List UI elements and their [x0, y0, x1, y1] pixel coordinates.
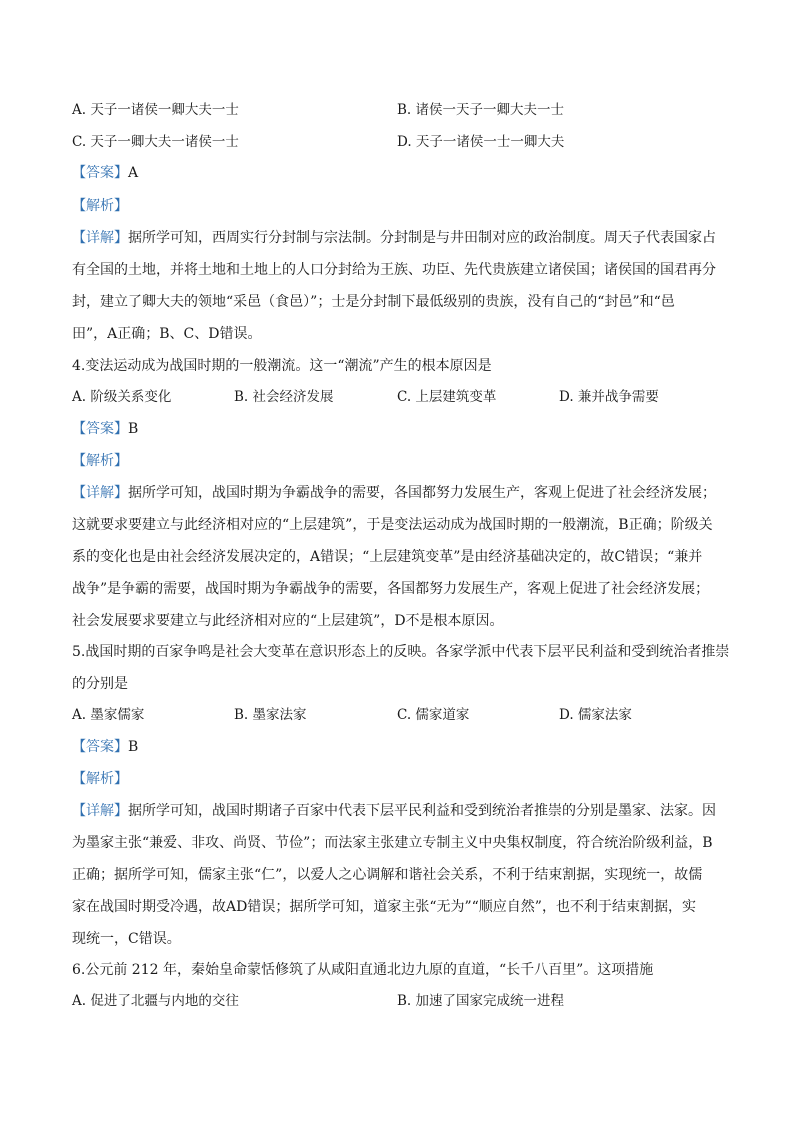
analysis-tag: 【解析】 — [72, 771, 128, 787]
q5-option-a: A. 墨家儒家 — [72, 707, 145, 723]
q4-detail-line-2: 这就要求要建立与此经济相对应的“上层建筑”，于是变法运动成为战国时期的一般潮流，B正确；阶级关 — [72, 517, 713, 533]
q4-analysis — [72, 451, 732, 471]
q4-option-c: C. 上层建筑变革 — [397, 389, 497, 405]
q3-analysis — [72, 196, 732, 216]
q4-detail-line-4: 战争”是争霸的需要，战国时期为争霸战争的需要，各国都努力发展生产，客观上促进了社会经济发展； — [72, 581, 710, 597]
detail-tag: 【详解】 — [72, 803, 128, 819]
q5-stem-line-2: 的分别是 — [72, 676, 128, 692]
detail-text: 据所学可知，战国时期为争霸战争的需要，各国都努力发展生产，客观上促进了社会经济发展； — [128, 485, 716, 501]
q4-stem: 4.变法运动成为战国时期的一般潮流。这一“潮流”产生的根本原因是 — [72, 358, 492, 374]
q3-detail-line-4: 田”，A正确；B、C、D错误。 — [72, 326, 262, 342]
q5-detail-line-2: 为墨家主张“兼爱、非攻、尚贤、节俭”；而法家主张建立专制主义中央集权制度，符合统治阶级利益，B — [72, 835, 713, 851]
q6-stem: 6.公元前 212 年，秦始皇命蒙恬修筑了从咸阳直通北边九原的直道，“长千八百里”。这项措施 — [72, 962, 654, 978]
answer-tag: 【答案】 — [72, 739, 128, 755]
answer-tag: 【答案】 — [72, 165, 128, 181]
q5-analysis — [72, 769, 732, 789]
analysis-tag: 【解析】 — [72, 453, 128, 469]
q6-option-b: B. 加速了国家完成统一进程 — [397, 993, 565, 1009]
detail-tag: 【详解】 — [72, 485, 128, 501]
q5-option-c: C. 儒家道家 — [397, 707, 470, 723]
q3-detail-line-1 — [72, 228, 732, 248]
q4-option-b: B. 社会经济发展 — [234, 389, 334, 405]
q5-stem-line-1: 5.战国时期的百家争鸣是社会大变革在意识形态上的反映。各家学派中代表下层平民利益和受到统治者推崇 — [72, 644, 730, 660]
q4-option-d: D. 兼并战争需要 — [559, 389, 659, 405]
q4-detail-line-3: 系的变化也是由社会经济发展决定的，A错误；“上层建筑变革”是由经济基础决定的，故C错误；“兼并 — [72, 549, 703, 565]
q3-detail-line-3: 封，建立了卿大夫的领地“采邑（食邑）”；士是分封制下最低级别的贵族，没有自己的“封邑”和“邑 — [72, 294, 675, 310]
q5-option-d: D. 儒家法家 — [559, 707, 632, 723]
detail-text: 据所学可知，战国时期诸子百家中代表下层平民利益和受到统治者推崇的分别是墨家、法家。因 — [128, 803, 716, 819]
q3-option-b: B. 诸侯一天子一卿大夫一士 — [397, 102, 565, 118]
q6-option-a: A. 促进了北疆与内地的交往 — [72, 993, 239, 1009]
answer-value: A — [128, 165, 139, 181]
q5-option-b: B. 墨家法家 — [234, 707, 307, 723]
q5-detail-line-5: 现统一，C错误。 — [72, 931, 181, 947]
q3-option-a: A. 天子一诸侯一卿大夫一士 — [72, 102, 239, 118]
q5-detail-line-3: 正确；据所学可知，儒家主张“仁”，以爱人之心调解和谐社会关系，不利于结束割据，实现统一，故儒 — [72, 867, 703, 883]
q4-detail-line-1 — [72, 483, 732, 503]
q4-option-a: A. 阶级关系变化 — [72, 389, 172, 405]
answer-tag: 【答案】 — [72, 421, 128, 437]
q5-detail-line-4: 家在战国时期受冷遇，故AD错误；据所学可知，道家主张“无为”“顺应自然”，也不利于结束割据，实 — [72, 899, 696, 915]
q5-answer — [72, 737, 732, 757]
q5-detail-line-1 — [72, 801, 732, 821]
q4-detail-line-5: 社会发展要求要建立与此经济相对应的“上层建筑”，D不是根本原因。 — [72, 613, 504, 629]
q3-detail-line-2: 有全国的土地，并将土地和土地上的人口分封给为王族、功臣、先代贵族建立诸侯国；诸侯国的国君再分 — [72, 262, 716, 278]
detail-text: 据所学可知，西周实行分封制与宗法制。分封制是与井田制对应的政治制度。周天子代表国家占 — [128, 230, 716, 246]
q3-option-c: C. 天子一卿大夫一诸侯一士 — [72, 134, 239, 150]
q3-answer — [72, 163, 732, 183]
q4-answer — [72, 419, 732, 439]
answer-value: B — [128, 739, 139, 755]
answer-value: B — [128, 421, 139, 437]
detail-tag: 【详解】 — [72, 230, 128, 246]
analysis-tag: 【解析】 — [72, 198, 128, 214]
q3-option-d: D. 天子一诸侯一士一卿大夫 — [397, 134, 565, 150]
